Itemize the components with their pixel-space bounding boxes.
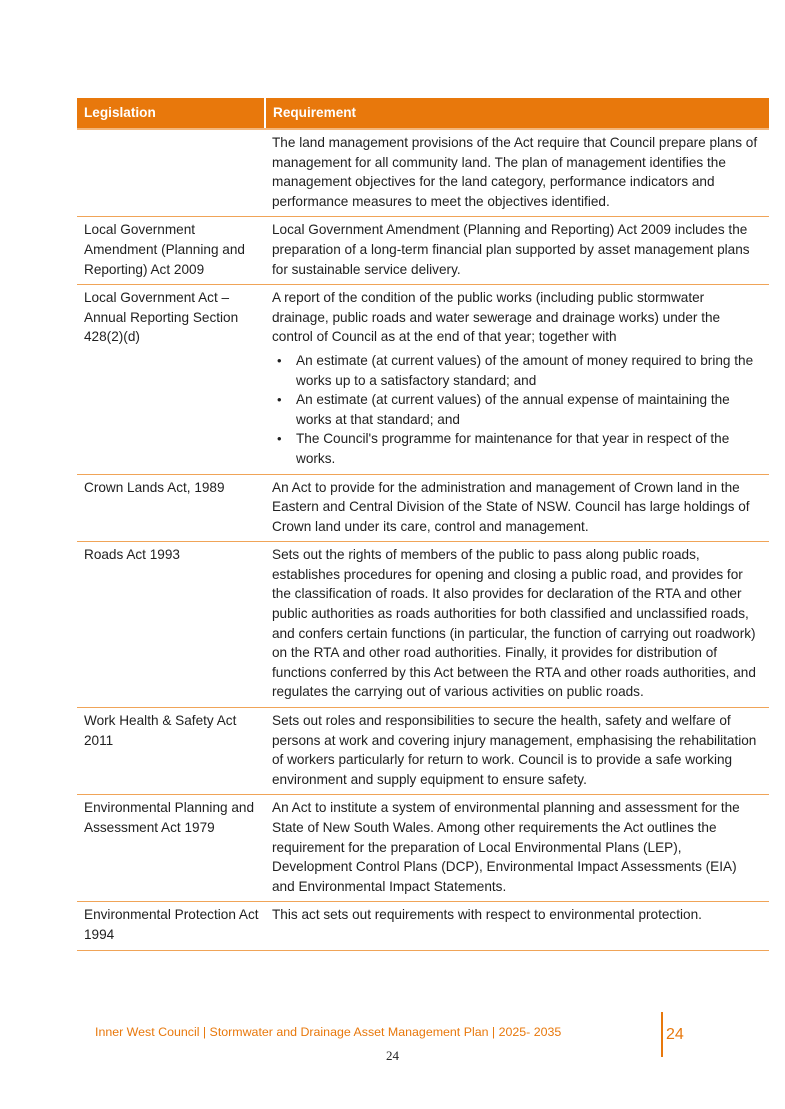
bullet-item: • An estimate (at current values) of the annual expense of maintaining the works at that standard; and xyxy=(296,390,763,429)
table-row xyxy=(77,542,769,708)
requirement-text: An Act to institute a system of environmental planning and assessment for the State of New South Wales. Among other requirements the Act outlines the requirement for the preparation of Local Environmental Plans (LEP), Development Control Plans (DCP), Environmental Impact Assessments (EIA) and Environmental Impact Statements. xyxy=(272,800,740,894)
footer-page-badge: 24 xyxy=(666,1026,684,1043)
legislation-cell xyxy=(77,129,265,217)
table-row xyxy=(77,795,769,902)
legislation-cell: Local Government Amendment (Planning and Reporting) Act 2009 xyxy=(77,217,265,285)
requirement-text: Sets out the rights of members of the public to pass along public roads, establishes procedures for opening and closing a public road, and provides for the classification of roads. It also provides for declaration of the RTA and other public authorities as roads authorities for both classified and unclassified roads, and confers certain functions (in particular, the function of carrying out roadwork) on the RTA and other road authorities. Finally, it provides for distribution of functions conferred by this Act between the RTA and other roads authorities, and regulates the carrying out of various activities on public roads. xyxy=(272,547,756,700)
table-row xyxy=(77,217,769,285)
requirement-text: A report of the condition of the public works (including public stormwater drainage, public roads and water sewerage and drainage works) under the control of Council as at the end of that year; together with xyxy=(272,290,721,345)
table-row xyxy=(77,285,769,474)
table-header-row xyxy=(77,98,769,129)
footer-title: Inner West Council | Stormwater and Drainage Asset Management Plan | 2025- 2035 xyxy=(95,1025,562,1039)
bullet-item: • An estimate (at current values) of the amount of money required to bring the works up to a satisfactory standard; and xyxy=(296,351,763,390)
legislation-cell: Roads Act 1993 xyxy=(77,542,265,708)
requirement-cell xyxy=(265,129,769,217)
legislation-table xyxy=(77,98,769,951)
legislation-cell: Environmental Planning and Assessment Act 1979 xyxy=(77,795,265,902)
table-row xyxy=(77,129,769,217)
table-body xyxy=(77,129,769,950)
requirement-bullet-list xyxy=(272,351,763,469)
requirement-cell xyxy=(265,708,769,795)
table-row xyxy=(77,902,769,950)
page-number: 24 xyxy=(386,1048,399,1063)
requirement-text: The land management provisions of the Act require that Council prepare plans of management for all community land. The plan of management identifies the management objectives for the land category, performance indicators and performance measures to meet the objectives identified. xyxy=(272,135,758,209)
requirement-cell xyxy=(265,902,769,950)
requirement-cell xyxy=(265,285,769,474)
header-requirement: Requirement xyxy=(265,98,769,129)
requirement-text: Local Government Amendment (Planning and Reporting) Act 2009 includes the preparation of a long-term financial plan supported by asset management plans for sustainable service delivery. xyxy=(272,222,750,277)
table-row xyxy=(77,708,769,795)
legislation-cell: Work Health & Safety Act 2011 xyxy=(77,708,265,795)
legislation-cell: Local Government Act – Annual Reporting Section 428(2)(d) xyxy=(77,285,265,474)
requirement-cell xyxy=(265,542,769,708)
legislation-cell: Crown Lands Act, 1989 xyxy=(77,474,265,542)
requirement-text: An Act to provide for the administration and management of Crown land in the Eastern and Central Division of the State of NSW. Council has large holdings of Crown land under its care, control and management. xyxy=(272,479,750,534)
legislation-cell: Environmental Protection Act 1994 xyxy=(77,902,265,950)
requirement-cell xyxy=(265,474,769,542)
requirement-text: This act sets out requirements with respect to environmental protection. xyxy=(272,907,702,923)
requirement-cell xyxy=(265,217,769,285)
bullet-item: • The Council's programme for maintenance for that year in respect of the works. xyxy=(296,429,763,468)
header-legislation: Legislation xyxy=(77,98,265,129)
requirement-cell xyxy=(265,795,769,902)
requirement-text: Sets out roles and responsibilities to secure the health, safety and welfare of persons at work and covering injury management, emphasising the rehabilitation of workers particularly for return to work. Council is to provide a safe working environment and supply equipment to ensure safety. xyxy=(272,713,757,787)
table-row xyxy=(77,474,769,542)
